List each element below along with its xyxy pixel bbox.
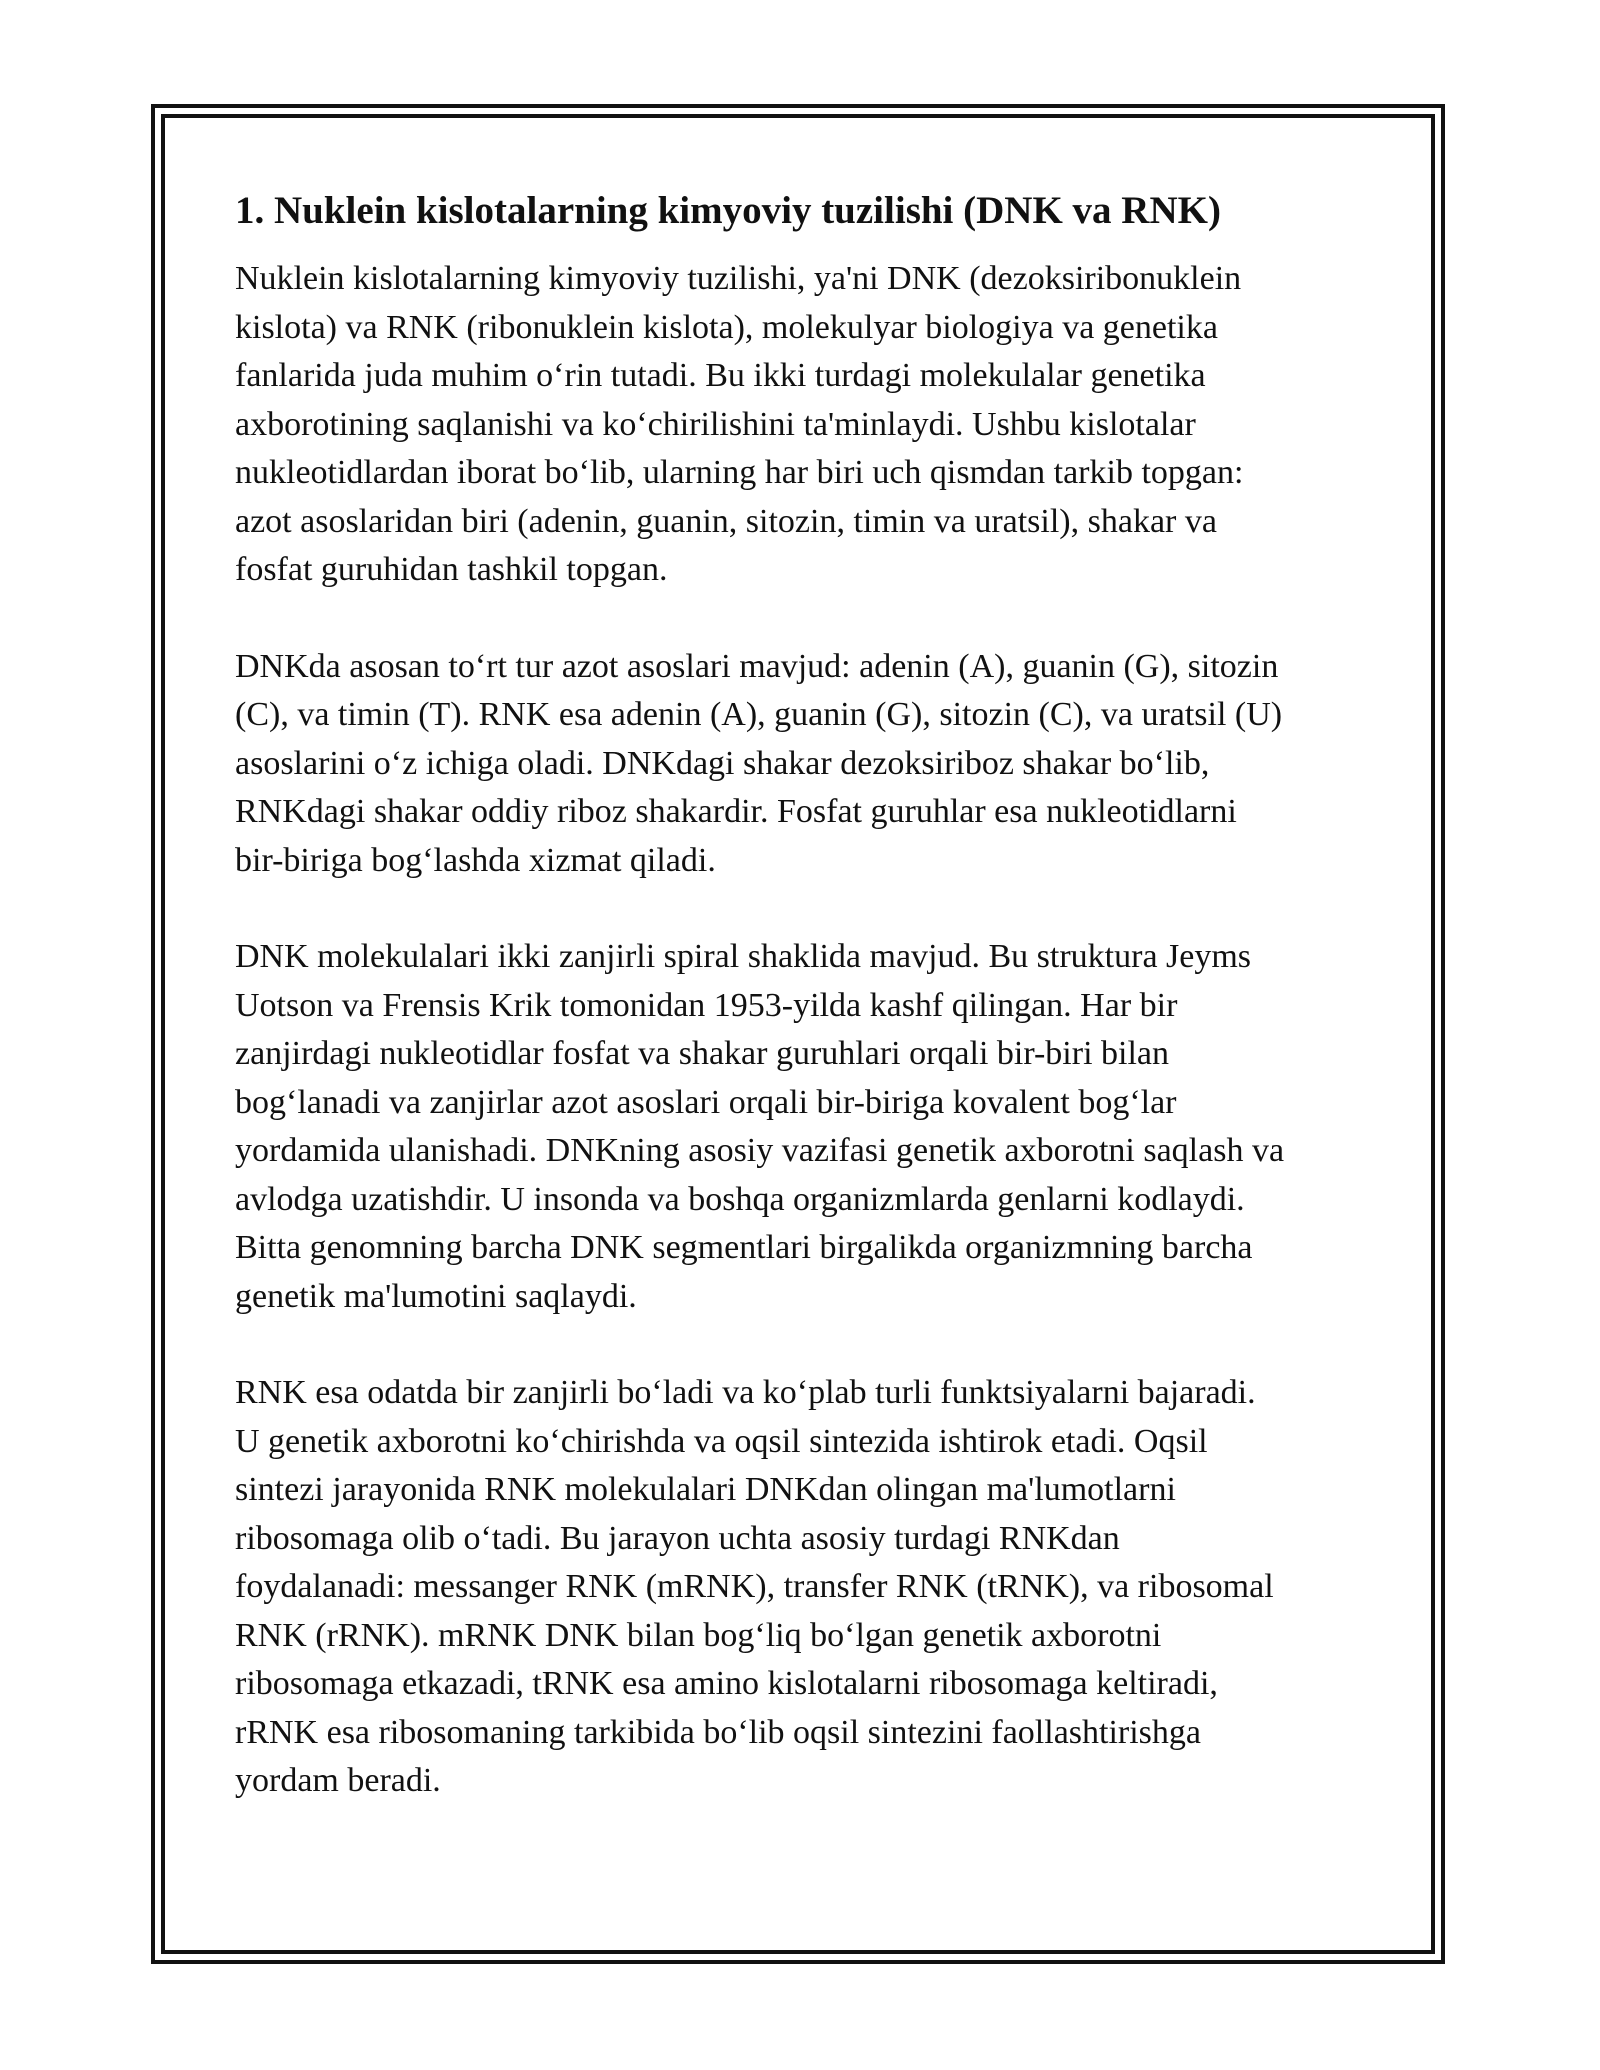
paragraph-2 (235, 643, 1395, 886)
paragraph-3 (235, 933, 1395, 1321)
paragraph-line: DNKda asosan to‘rt tur azot asoslari mavjud: adenin (A), guanin (G), sitozin (235, 647, 1279, 685)
paragraph-line: Nuklein kislotalarning kimyoviy tuzilishi, ya'ni DNK (dezoksiribonuklein (235, 260, 1242, 297)
paragraph-line: asoslarini o‘z ichiga oladi. DNKdagi shakar dezoksiriboz shakar bo‘lib, (235, 744, 1210, 782)
paragraph-line: ribosomaga olib o‘tadi. Bu jarayon uchta asosiy turdagi RNKdan (235, 1519, 1120, 1557)
paragraph-line: (C), va timin (T). RNK esa adenin (A), guanin (G), sitozin (C), va uratsil (U) (235, 696, 1283, 733)
paragraph-line: RNK esa odatda bir zanjirli bo‘ladi va ko‘plab turli funktsiyalarni bajaradi. (235, 1374, 1256, 1411)
paragraph-4 (235, 1369, 1395, 1806)
paragraph-line: kislota) va RNK (ribonuklein kislota), molekulyar biologiya va genetika (235, 308, 1218, 346)
paragraph-line: ribosomaga etkazadi, tRNK esa amino kislotalarni ribosomaga keltiradi, (235, 1665, 1218, 1702)
paragraph-line: nukleotidlardan iborat bo‘lib, ularning har biri uch qismdan tarkib topgan: (235, 454, 1244, 491)
paragraph-line: RNK (rRNK). mRNK DNK bilan bog‘liq bo‘lgan genetik axborotni (235, 1616, 1162, 1654)
paragraph-line: DNK molekulalari ikki zanjirli spiral shaklida mavjud. Bu struktura Jeyms (235, 938, 1252, 975)
section-heading: 1. Nuklein kislotalarning kimyoviy tuzilishi (DNK va RNK) (235, 189, 1221, 232)
paragraph-line: foydalanadi: messanger RNK (mRNK), transfer RNK (tRNK), va ribosomal (235, 1568, 1274, 1605)
document-body (235, 185, 1395, 1854)
paragraph-1 (235, 255, 1395, 595)
paragraph-line: fosfat guruhidan tashkil topgan. (235, 551, 668, 588)
paragraph-line: axborotining saqlanishi va ko‘chirilishini ta'minlaydi. Ushbu kislotalar (235, 405, 1196, 443)
paragraph-line: Uotson va Frensis Krik tomonidan 1953-yilda kashf qilingan. Har bir (235, 986, 1178, 1024)
paragraph-line: genetik ma'lumotini saqlaydi. (235, 1277, 637, 1315)
paragraph-line: azot asoslaridan biri (adenin, guanin, sitozin, timin va uratsil), shakar va (235, 502, 1217, 540)
paragraph-line: yordamida ulanishadi. DNKning asosiy vazifasi genetik axborotni saqlash va (235, 1132, 1285, 1169)
paragraph-line: fanlarida juda muhim o‘rin tutadi. Bu ikki turdagi molekulalar genetika (235, 357, 1206, 394)
paragraph-line: bog‘lanadi va zanjirlar azot asoslari orqali bir-biriga kovalent bog‘lar (235, 1083, 1177, 1121)
paragraph-line: Bitta genomning barcha DNK segmentlari birgalikda organizmning barcha (235, 1229, 1253, 1266)
paragraph-line: rRNK esa ribosomaning tarkibida bo‘lib oqsil sintezini faollashtirishga (235, 1713, 1201, 1751)
paragraph-line: sintezi jarayonida RNK molekulalari DNKdan olingan ma'lumotlarni (235, 1471, 1176, 1508)
paragraph-line: zanjirdagi nukleotidlar fosfat va shakar guruhlari orqali bir-biri bilan (235, 1035, 1170, 1072)
paragraph-line: RNKdagi shakar oddiy riboz shakardir. Fosfat guruhlar esa nukleotidlarni (235, 793, 1237, 830)
paragraph-line: U genetik axborotni ko‘chirishda va oqsil sintezida ishtirok etadi. Oqsil (235, 1422, 1208, 1460)
paragraph-line: yordam beradi. (235, 1762, 441, 1799)
paragraph-line: bir-biriga bog‘lashda xizmat qiladi. (235, 841, 716, 879)
paragraph-line: avlodga uzatishdir. U insonda va boshqa organizmlarda genlarni kodlaydi. (235, 1180, 1245, 1218)
